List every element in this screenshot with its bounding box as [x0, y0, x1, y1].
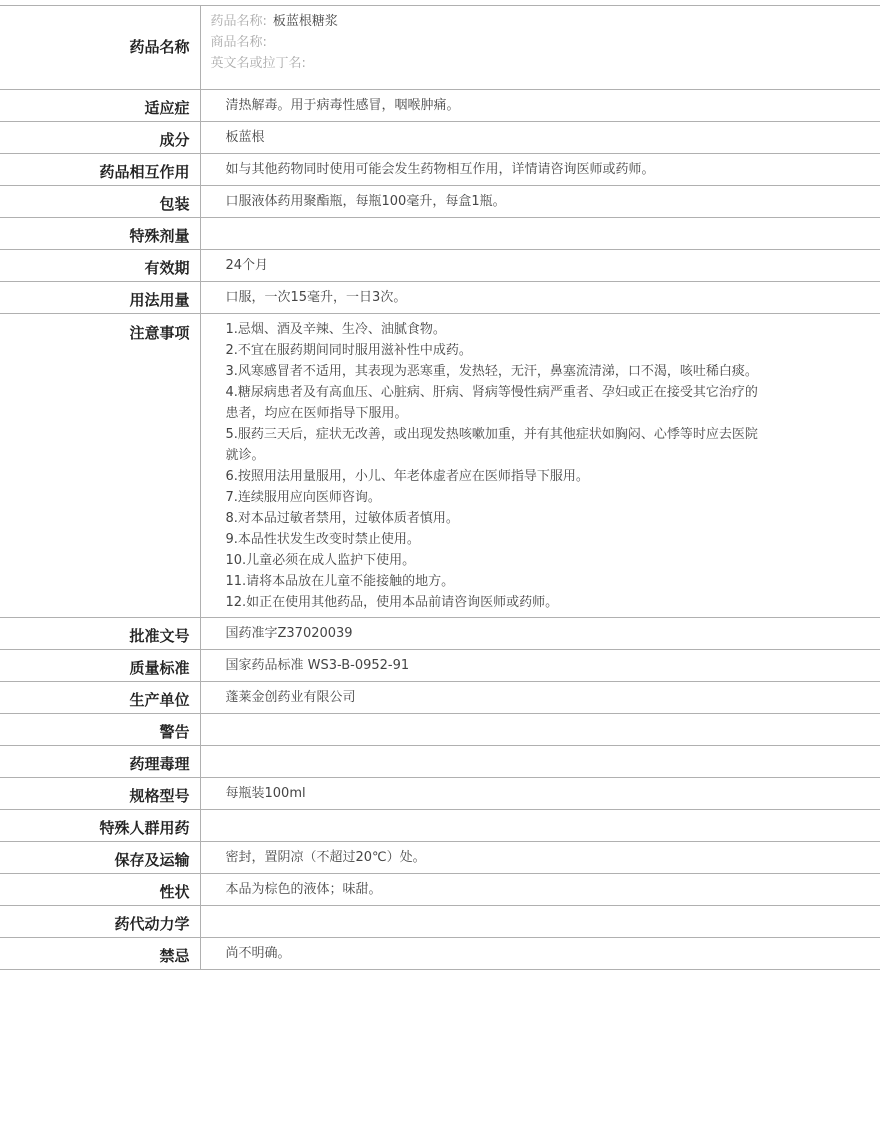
row-value: 口服液体药用聚酯瓶，每瓶100毫升，每盒1瓶。	[200, 186, 880, 218]
storage-row	[0, 842, 880, 874]
row-value	[200, 810, 880, 842]
precaution-item: 2.不宜在服药期间同时服用滋补性中成药。	[225, 343, 472, 358]
name-block	[200, 6, 880, 90]
row-label: 特殊剂量	[0, 218, 200, 250]
precautions-list	[200, 314, 880, 618]
precaution-item: 11.请将本品放在儿童不能接触的地方。	[225, 574, 455, 589]
generic-name-key: 药品名称:	[210, 14, 267, 29]
special-dosage-row	[0, 218, 880, 250]
precaution-item: 9.本品性状发生改变时禁止使用。	[225, 532, 420, 547]
precaution-item: 5.服药三天后，症状无改善，或出现发热咳嗽加重，并有其他症状如胸闷、心悸等时应去医院就诊。	[225, 427, 758, 463]
manufacturer-row	[0, 682, 880, 714]
precaution-item: 4.糖尿病患者及有高血压、心脏病、肝病、肾病等慢性病严重者、孕妇或正在接受其它治疗的患者，均应在医师指导下服用。	[225, 385, 758, 421]
precaution-item: 6.按照用法用量服用，小儿、年老体虚者应在医师指导下服用。	[225, 469, 589, 484]
shelf-life-row	[0, 250, 880, 282]
row-label: 注意事项	[0, 314, 200, 618]
pharmacokinetics-row	[0, 906, 880, 938]
drug-info-table	[0, 5, 880, 970]
special-population-row	[0, 810, 880, 842]
row-label: 适应症	[0, 90, 200, 122]
row-value: 蓬莱金创药业有限公司	[200, 682, 880, 714]
trade-name-line	[211, 32, 880, 53]
row-value: 国家药品标准 WS3-B-0952-91	[200, 650, 880, 682]
dosage-row	[0, 282, 880, 314]
contraindications-row	[0, 938, 880, 970]
row-label: 保存及运输	[0, 842, 200, 874]
row-value	[200, 714, 880, 746]
row-value: 板蓝根	[200, 122, 880, 154]
row-label: 特殊人群用药	[0, 810, 200, 842]
latin-name-key: 英文名或拉丁名:	[210, 56, 306, 71]
packaging-row	[0, 186, 880, 218]
row-value: 每瓶装100ml	[200, 778, 880, 810]
approval-number-row	[0, 618, 880, 650]
row-value	[200, 746, 880, 778]
row-value: 本品为棕色的液体；味甜。	[200, 874, 880, 906]
ingredients-row	[0, 122, 880, 154]
precaution-item: 1.忌烟、酒及辛辣、生冷、油腻食物。	[225, 322, 446, 337]
precaution-item: 8.对本品过敏者禁用，过敏体质者慎用。	[225, 511, 459, 526]
row-label: 警告	[0, 714, 200, 746]
precaution-item: 12.如正在使用其他药品，使用本品前请咨询医师或药师。	[225, 595, 559, 610]
row-value	[200, 218, 880, 250]
row-label: 规格型号	[0, 778, 200, 810]
description-row	[0, 874, 880, 906]
row-value: 24个月	[200, 250, 880, 282]
trade-name-key: 商品名称:	[210, 35, 267, 50]
row-value	[200, 906, 880, 938]
row-label: 药品相互作用	[0, 154, 200, 186]
precaution-item: 7.连续服用应向医师咨询。	[225, 490, 381, 505]
row-label: 性状	[0, 874, 200, 906]
row-value: 国药准字Z37020039	[200, 618, 880, 650]
row-label: 生产单位	[0, 682, 200, 714]
warning-row	[0, 714, 880, 746]
generic-name-value: 板蓝根糖浆	[272, 14, 338, 29]
precautions-row	[0, 314, 880, 618]
quality-standard-row	[0, 650, 880, 682]
row-label: 有效期	[0, 250, 200, 282]
pharmacology-row	[0, 746, 880, 778]
row-label: 批准文号	[0, 618, 200, 650]
row-value: 清热解毒。用于病毒性感冒，咽喉肿痛。	[200, 90, 880, 122]
row-value: 密封，置阴凉（不超过20℃）处。	[200, 842, 880, 874]
row-label: 药品名称	[0, 6, 200, 90]
row-value: 口服，一次15毫升，一日3次。	[200, 282, 880, 314]
row-value: 尚不明确。	[200, 938, 880, 970]
precaution-item: 3.风寒感冒者不适用，其表现为恶寒重，发热轻，无汗，鼻塞流清涕，口不渴，咳吐稀白痰。	[225, 364, 758, 379]
row-value: 如与其他药物同时使用可能会发生药物相互作用，详情请咨询医师或药师。	[200, 154, 880, 186]
row-label: 药理毒理	[0, 746, 200, 778]
row-label: 药代动力学	[0, 906, 200, 938]
specification-row	[0, 778, 880, 810]
generic-name-line	[211, 11, 880, 32]
drug-name-row	[0, 6, 880, 90]
precaution-item: 10.儿童必须在成人监护下使用。	[225, 553, 416, 568]
row-label: 成分	[0, 122, 200, 154]
indications-row	[0, 90, 880, 122]
interactions-row	[0, 154, 880, 186]
row-label: 质量标准	[0, 650, 200, 682]
row-label: 用法用量	[0, 282, 200, 314]
row-label: 禁忌	[0, 938, 200, 970]
latin-name-line	[211, 53, 880, 74]
row-label: 包装	[0, 186, 200, 218]
